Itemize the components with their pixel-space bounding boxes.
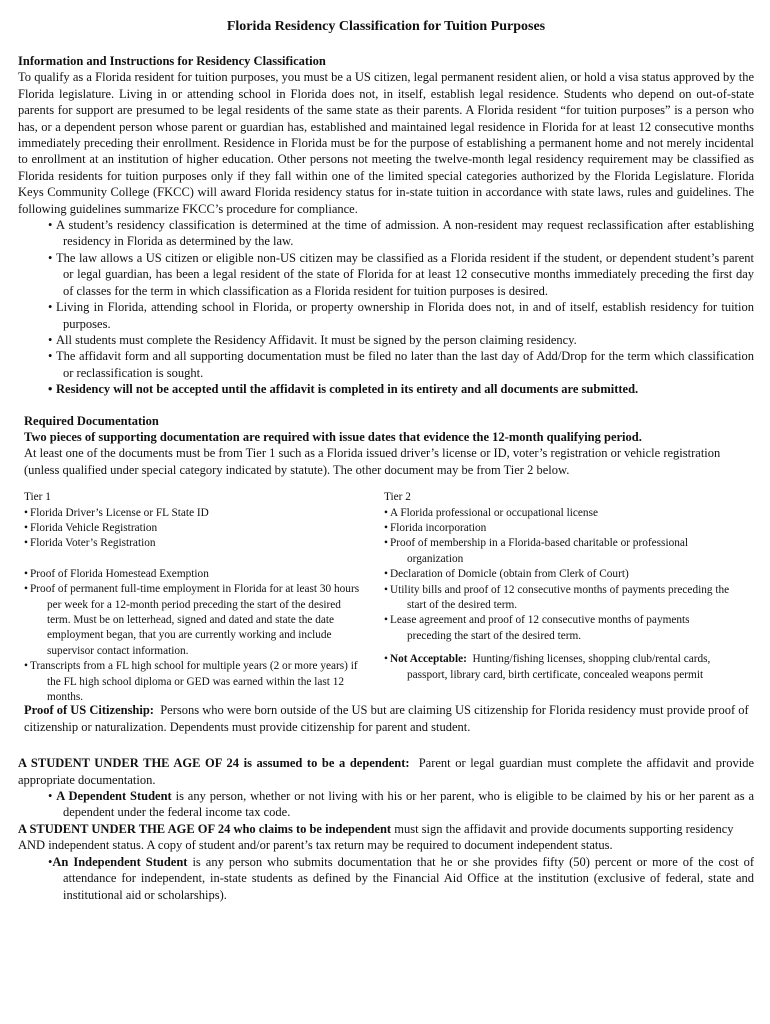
dependent-section xyxy=(18,755,754,903)
list-item: • Florida incorporation xyxy=(378,521,733,536)
tier2-label: Tier 2 xyxy=(384,491,411,504)
tier1-list-a xyxy=(18,506,378,552)
bullet-icon: • xyxy=(48,250,53,265)
bullet-icon: • xyxy=(48,382,53,397)
bullet-icon: • xyxy=(24,660,28,673)
independent-heading: A STUDENT UNDER THE AGE OF 24 who claims to be independent xyxy=(18,821,392,836)
list-item: • A Dependent Student is any person, whether or not living with his or her parent, who is eligible to be claimed by his or her parent as a dependent under the federal income tax code. xyxy=(48,789,755,820)
required-paragraph: At least one of the documents must be from Tier 1 such as a Florida issued driver’s license or ID, voter’s registration or vehicle registration (unless qualified under special category indicated by statute). The other document may be from Tier 2 below. xyxy=(24,446,721,477)
tier2-column xyxy=(378,490,733,705)
list-item: • Living in Florida, attending school in Florida, or property ownership in Florida does not, in and of itself, establish residency for tuition purposes. xyxy=(48,300,754,331)
bullet-icon: • xyxy=(384,537,388,550)
dependent-list xyxy=(18,788,754,821)
bullet-icon: • xyxy=(24,567,28,580)
bullet-icon: • xyxy=(384,653,388,666)
dependent-heading: A STUDENT UNDER THE AGE OF 24 is assumed to be a dependent: xyxy=(18,756,410,771)
list-item: • Transcripts from a FL high school for multiple years (2 or more years) if the FL high school diploma or GED was earned within the last 12 months. xyxy=(24,660,358,704)
list-item: • A Florida professional or occupational license xyxy=(378,506,733,521)
bullet-icon: • xyxy=(48,854,53,869)
bullet-icon: • xyxy=(24,506,28,519)
not-acceptable-label: Not Acceptable: xyxy=(390,653,467,666)
bullet-icon: • xyxy=(384,583,388,596)
bullet-icon: • xyxy=(384,506,388,519)
list-item: • Lease agreement and proof of 12 consecutive months of payments preceding the start of the desired term. xyxy=(384,614,690,642)
list-item: • Florida Voter’s Registration xyxy=(18,536,378,551)
citizenship-label: Proof of US Citizenship: xyxy=(24,703,154,718)
independent-list xyxy=(18,854,754,903)
bullet-icon: • xyxy=(48,218,53,233)
required-documentation-section xyxy=(18,413,754,479)
list-item: •An Independent Student is any person who submits documentation that he or she provides fifty (50) percent or more of the cost of attendance for independent, in-state students as defined by the Financial Aid Office at the institution (exclusive of federal, state and institutional aid or scholarships). xyxy=(48,854,755,902)
list-item: • The affidavit form and all supporting documentation must be filed no later than the last day of Add/Drop for the term which classification or reclassification is sought. xyxy=(48,349,754,380)
bullet-icon: • xyxy=(384,568,388,581)
list-item: • Not Acceptable: Hunting/fishing licenses, shopping club/rental cards, passport, library card, birth certificate, concealed weapons permit xyxy=(384,653,711,681)
bullet-icon: • xyxy=(24,583,28,596)
list-item: • Declaration of Domicle (obtain from Clerk of Court) xyxy=(378,567,733,582)
bullet-icon: • xyxy=(48,789,53,804)
bullet-icon: • xyxy=(384,521,388,534)
independent-text: must sign the affidavit and provide documents supporting residency AND independent status. A copy of student and/or parent’s tax return may be required to document independent status. xyxy=(18,821,734,853)
list-item-bold: • Residency will not be accepted until the affidavit is completed in its entirety and all documents are submitted. xyxy=(48,382,639,397)
list-item: • Proof of permanent full-time employment in Florida for at least 30 hours per week for a 12-month period preceding the start of the desired term. Must be on letterhead, signed and dated and state the date employment began, that you are currently working and include supervisor contact information. xyxy=(24,583,360,657)
bullet-icon: • xyxy=(24,537,28,550)
bullet-icon: • xyxy=(48,300,53,315)
dependent-text: Parent or legal guardian must complete the affidavit and provide appropriate documentation. xyxy=(18,756,754,787)
bullet-icon: • xyxy=(48,332,53,347)
bullet-icon: • xyxy=(48,349,53,364)
info-section xyxy=(18,53,754,398)
list-item: • Proof of Florida Homestead Exemption xyxy=(18,567,378,582)
required-heading: Required Documentation xyxy=(24,413,159,428)
list-item: • Florida Driver’s License or FL State ID xyxy=(18,506,378,521)
list-item: • A student’s residency classification is determined at the time of admission. A non-resident may request reclassification after establishing residency in Florida as determined by the law. xyxy=(48,218,754,249)
citizenship-text: Persons who were born outside of the US but are claiming US citizenship for Florida residency must provide proof of citizenship or naturalization. Dependents must provide citizenship for parent and student. xyxy=(24,703,749,734)
bullet-icon: • xyxy=(384,614,388,627)
list-item: • All students must complete the Residency Affidavit. It must be signed by the person claiming residency. xyxy=(48,332,577,347)
info-paragraph: To qualify as a Florida resident for tuition purposes, you must be a US citizen, legal permanent resident alien, or hold a visa status approved by the Florida legislature. Living in or attending school in Florida does not, in itself, establish legal residence. Students who depend on out-of-state parents for support are presumed to be legal residents of the same state as their parents. A Florida resident “for tuition purposes” is a person who has, or a dependent person whose parent or guardian has, established and maintained legal residence in Florida for at least 12 consecutive months immediately preceding their enrollment. Residence in Florida must be for the purpose of establishing a permanent home and not merely incidental to enrollment at an institution of higher education. Other persons not meeting the twelve-month legal residency requirement may be classified as Florida residents for tuition purposes only if they fall within one of the limited special categories authorized by the Florida Legislature. Florida Keys Community College (FKCC) will award Florida residency status for in-state tuition in accordance with state laws, rules and guidelines. The following guidelines summarize FKCC’s procedure for compliance. xyxy=(18,70,754,216)
tier-columns xyxy=(18,490,754,705)
tier2-list-b xyxy=(378,567,733,644)
page-title: Florida Residency Classification for Tuition Purposes xyxy=(226,19,546,34)
list-item: • Utility bills and proof of 12 consecutive months of payments preceding the start of the desired term. xyxy=(384,583,730,611)
tier1-list-b xyxy=(18,567,378,706)
tier1-column xyxy=(18,490,378,705)
tier1-label: Tier 1 xyxy=(24,491,51,504)
required-subheading: Two pieces of supporting documentation are required with issue dates that evidence the 12-month qualifying period. xyxy=(24,429,642,444)
list-item: • The law allows a US citizen or eligible non-US citizen may be classified as a Florida resident if the student, or dependent student’s parent or legal guardian, has been a legal resident of the state of Florida for at least 12 consecutive months immediately preceding the first day of classes for the term in which classification as a Florida resident for tuition purposes is desired. xyxy=(48,250,754,298)
bullet-icon: • xyxy=(24,521,28,534)
info-heading: Information and Instructions for Residency Classification xyxy=(18,54,326,68)
citizenship-section xyxy=(18,702,754,735)
tier2-list-a xyxy=(378,506,733,568)
list-item: • Proof of membership in a Florida-based charitable or professional organization xyxy=(384,537,689,565)
info-bullet-list xyxy=(18,217,754,397)
tier2-list-c xyxy=(378,652,733,683)
list-item: • Florida Vehicle Registration xyxy=(18,521,378,536)
